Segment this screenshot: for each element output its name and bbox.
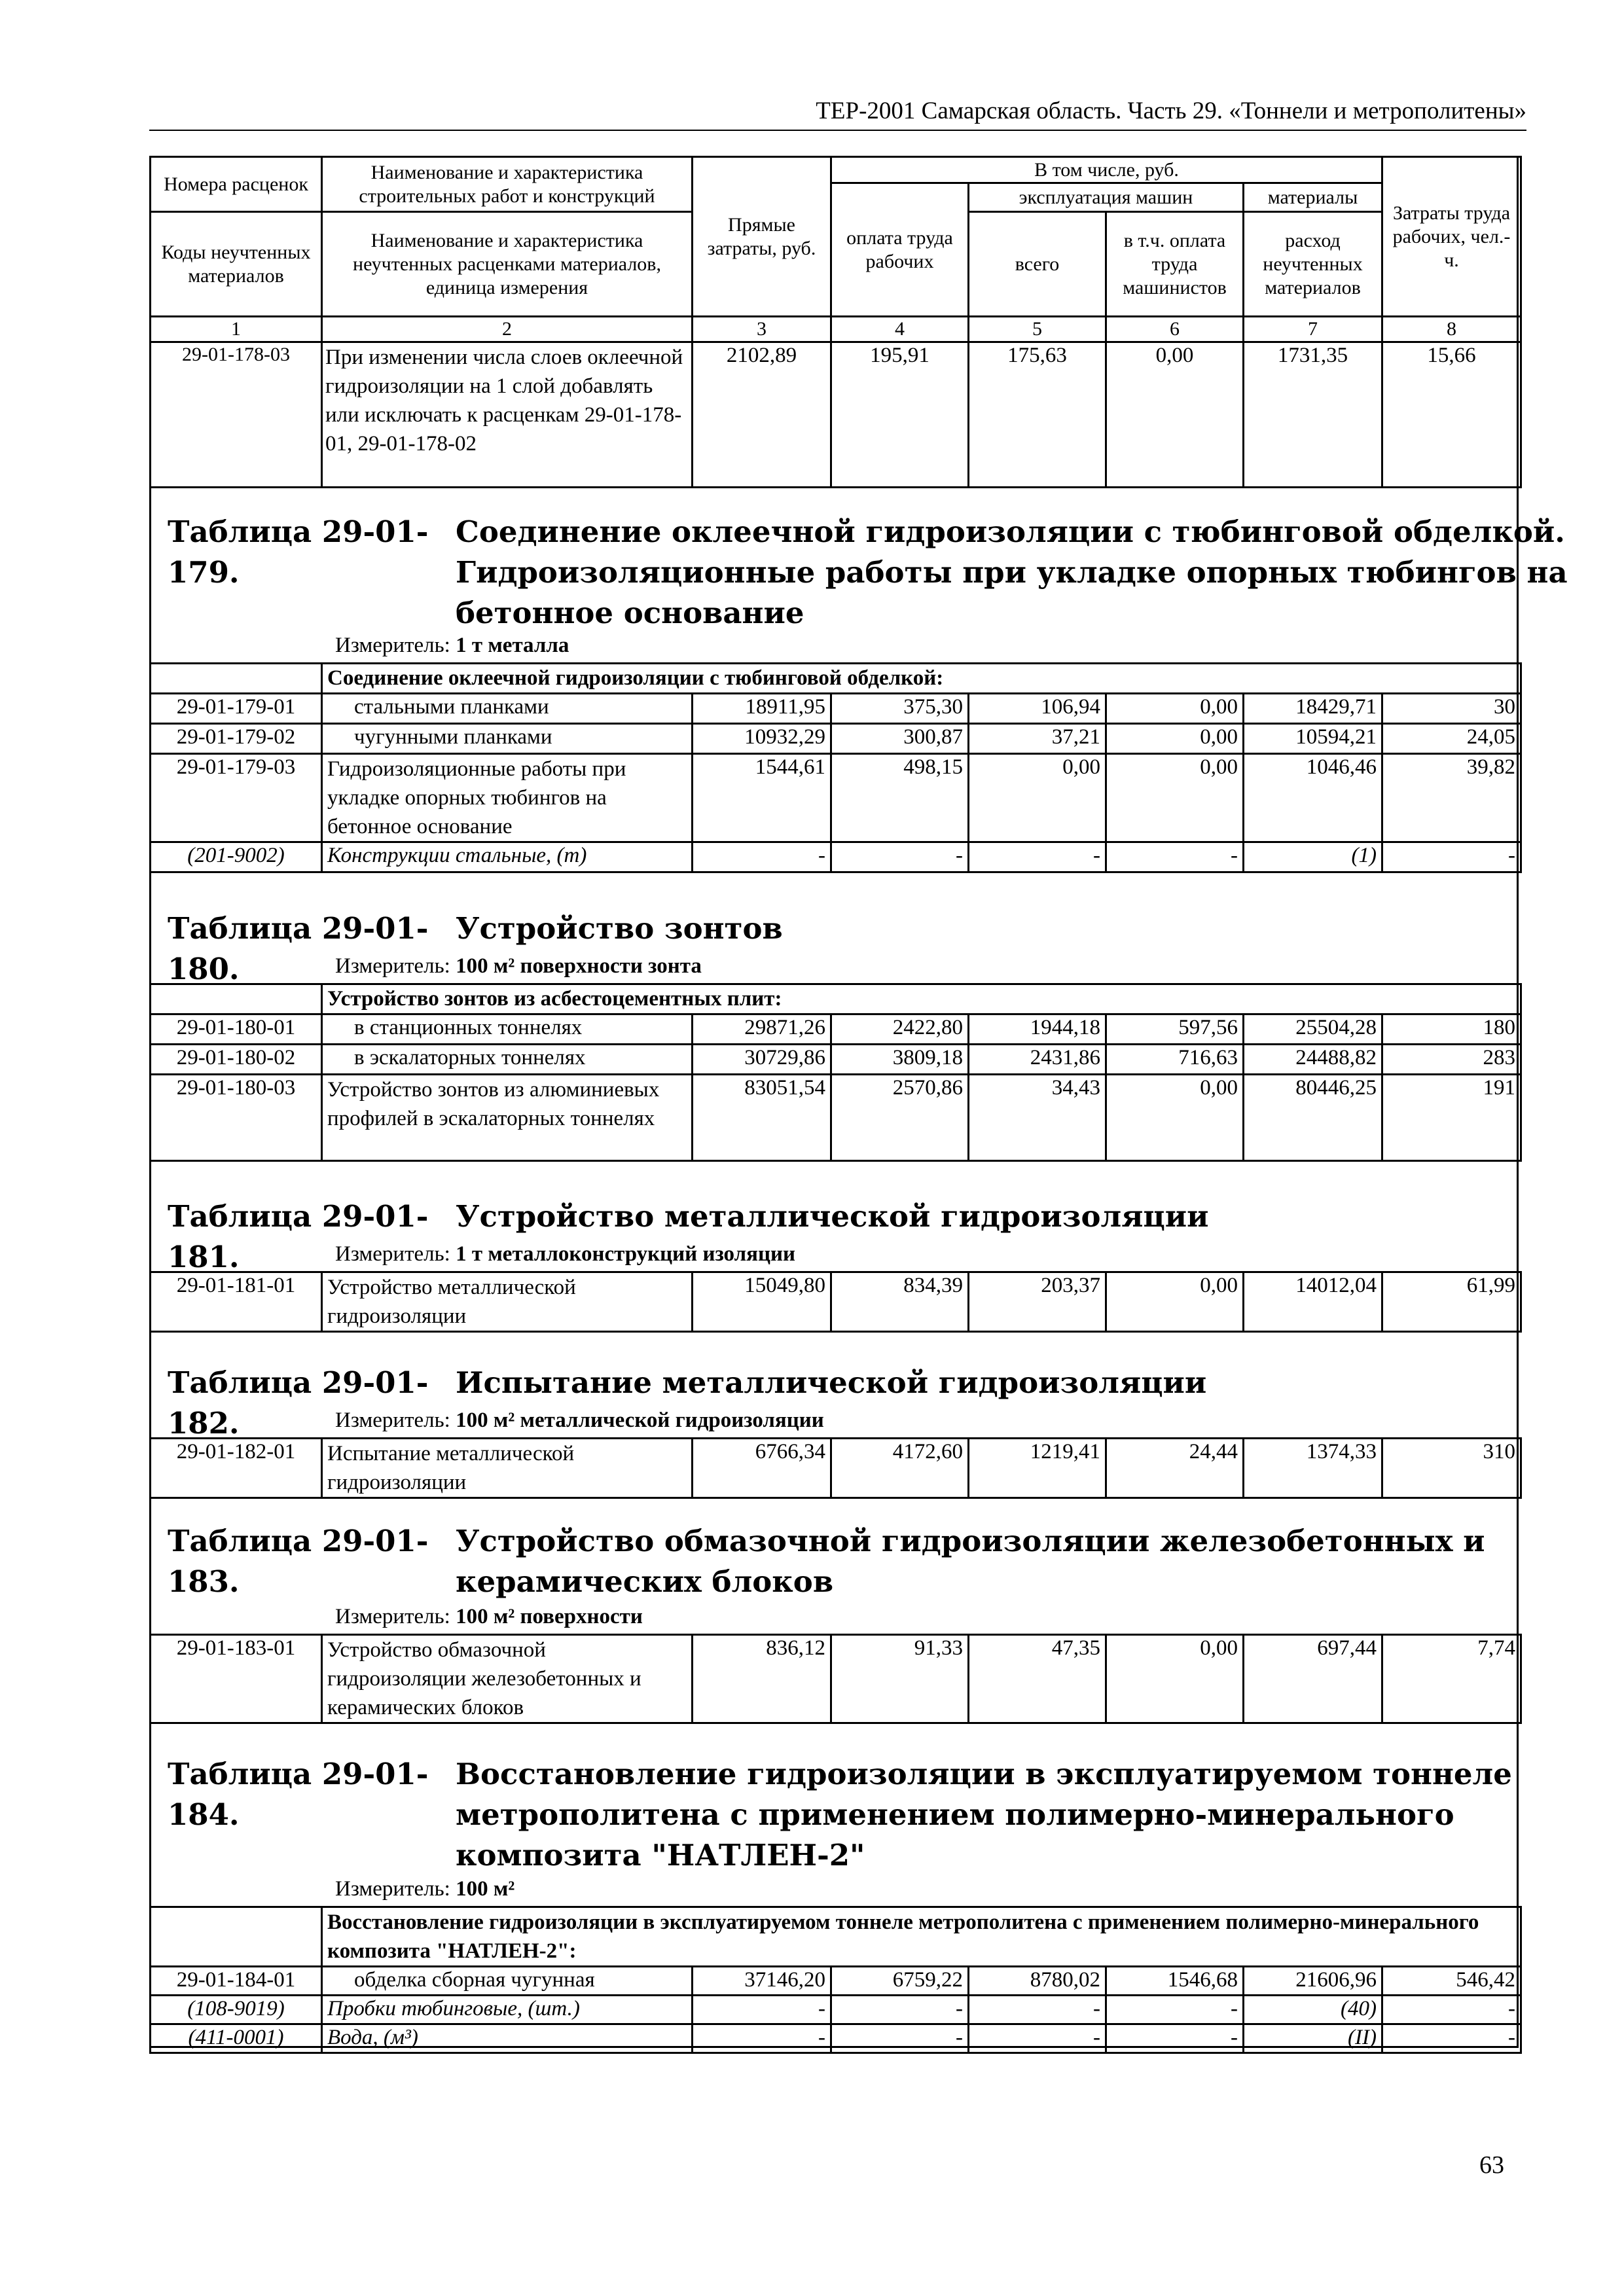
table-183-measure [335, 1605, 643, 1629]
material-code: (201-9002) [151, 842, 322, 872]
material-code: (108-9019) [151, 1996, 322, 2024]
row-value: 0,00 [969, 754, 1106, 842]
row-value: 37,21 [969, 724, 1106, 754]
table-heading: Устройство обмазочной гидроизоляции железобетонных и керамических блоков [456, 1524, 1485, 1599]
table-181 [149, 1271, 1522, 1333]
row-value: - [693, 1996, 831, 2024]
row-value: 597,56 [1106, 1014, 1244, 1045]
table-181-measure [335, 1242, 795, 1266]
column-header-table [149, 156, 1522, 488]
col-number: 7 [1244, 317, 1382, 342]
row-code: 29-01-183-01 [151, 1635, 322, 1723]
table-heading: Устройство металлической гидроизоляции [456, 1199, 1209, 1234]
table-179-title [168, 512, 1568, 630]
row-value: (1) [1244, 842, 1382, 872]
row-value: 1544,61 [693, 754, 831, 842]
row-code: 29-01-181-01 [151, 1272, 322, 1332]
row-value: 6766,34 [693, 1439, 831, 1498]
row-name: Устройство обмазочной гидроизоляции железобетонных и керамических блоков [322, 1635, 693, 1723]
col5-header: всего [969, 212, 1106, 317]
row-value: 1546,68 [1106, 1967, 1244, 1996]
row-name: При изменении числа слоев оклеечной гидроизоляции на 1 слой добавлять или исключать к расценкам 29-01-178-01, 29-01-178-02 [322, 342, 693, 488]
row-value: (II) [1244, 2024, 1382, 2053]
row-value: 3809,18 [831, 1045, 969, 1075]
row-value: 0,00 [1106, 1272, 1244, 1332]
table-184 [149, 1906, 1522, 2054]
table-heading: Устройство зонтов [456, 911, 783, 946]
table-heading: Испытание металлической гидроизоляции [456, 1365, 1207, 1400]
material-code: (411-0001) [151, 2024, 322, 2053]
row-value: 15049,80 [693, 1272, 831, 1332]
subhead: Соединение оклеечной гидроизоляции с тюбинговой обделкой: [322, 664, 1521, 694]
row-value: 195,91 [831, 342, 969, 488]
material-name: Вода, (м³) [322, 2024, 693, 2053]
blank-cell [151, 984, 322, 1014]
row-value: 2570,86 [831, 1075, 969, 1161]
row-value: 0,00 [1106, 724, 1244, 754]
row-value: 2431,86 [969, 1045, 1106, 1075]
row-value: 10932,29 [693, 724, 831, 754]
row-value: 716,63 [1106, 1045, 1244, 1075]
row-name: Устройство металлической гидроизоляции [322, 1272, 693, 1332]
row-value: 1944,18 [969, 1014, 1106, 1045]
group-header: В том числе, руб. [831, 157, 1382, 183]
col-number: 1 [151, 317, 322, 342]
row-name: чугунными планками [322, 724, 693, 754]
measure-label: Измеритель: [335, 1408, 450, 1432]
row-name: стальными планками [322, 694, 693, 724]
row-value: 1731,35 [1244, 342, 1382, 488]
row-value: 2422,80 [831, 1014, 969, 1045]
table-label: Таблица 29-01-180. [168, 911, 429, 986]
row-value: 1046,46 [1244, 754, 1382, 842]
row-value: 7,74 [1382, 1635, 1521, 1723]
row-name: в станционных тоннелях [322, 1014, 693, 1045]
row-code: 29-01-180-01 [151, 1014, 322, 1045]
measure-label: Измеритель: [335, 634, 450, 657]
row-value: 24,05 [1382, 724, 1521, 754]
row-value: - [1106, 1996, 1244, 2024]
row-value: - [831, 2024, 969, 2053]
row-value: - [969, 1996, 1106, 2024]
row-value: 18911,95 [693, 694, 831, 724]
running-header: ТЕР-2001 Самарская область. Часть 29. «Тоннели и метрополитены» [816, 98, 1526, 124]
table-184-measure [335, 1877, 514, 1901]
row-value: - [1382, 2024, 1521, 2053]
row-value: 34,43 [969, 1075, 1106, 1161]
table-label: Таблица 29-01-182. [168, 1365, 429, 1441]
col7-header: расход неучтенных материалов [1244, 212, 1382, 317]
row-value: 106,94 [969, 694, 1106, 724]
table-182 [149, 1437, 1522, 1499]
row-value: 0,00 [1106, 342, 1244, 488]
row-value: 15,66 [1382, 342, 1521, 488]
row-name: в эскалаторных тоннелях [322, 1045, 693, 1075]
row-value: 498,15 [831, 754, 969, 842]
material-name: Конструкции стальные, (т) [322, 842, 693, 872]
col-number: 4 [831, 317, 969, 342]
row-value: - [1382, 842, 1521, 872]
row-value: - [831, 842, 969, 872]
table-label: Таблица 29-01-184. [168, 1757, 429, 1832]
col1-top-header: Номера расценок [151, 157, 322, 212]
row-value: 836,12 [693, 1635, 831, 1723]
row-value: 25504,28 [1244, 1014, 1382, 1045]
row-code: 29-01-179-02 [151, 724, 322, 754]
row-value: 37146,20 [693, 1967, 831, 1996]
subhead: Устройство зонтов из асбестоцементных плит: [322, 984, 1521, 1014]
row-value: 834,39 [831, 1272, 969, 1332]
row-value: 14012,04 [1244, 1272, 1382, 1332]
page-number: 63 [1479, 2151, 1504, 2179]
table-label: Таблица 29-01-181. [168, 1199, 429, 1274]
col1-bottom-header: Коды неучтенных материалов [151, 212, 322, 317]
measure-value: 100 м² металлической гидроизоляции [456, 1408, 824, 1432]
row-code: 29-01-180-03 [151, 1075, 322, 1161]
col6-header: в т.ч. оплата труда машинистов [1106, 212, 1244, 317]
table-184-title [168, 1754, 1512, 1873]
table-183 [149, 1634, 1522, 1724]
row-code: 29-01-179-03 [151, 754, 322, 842]
col2-bottom-header: Наименование и характеристика неучтенных расценками материалов, единица измерения [322, 212, 693, 317]
row-value: 300,87 [831, 724, 969, 754]
row-name: Устройство зонтов из алюминиевых профилей в эскалаторных тоннелях [322, 1075, 693, 1161]
table-label: Таблица 29-01-183. [168, 1524, 429, 1599]
row-name: Испытание металлической гидроизоляции [322, 1439, 693, 1498]
row-value: 8780,02 [969, 1967, 1106, 1996]
row-value: 1219,41 [969, 1439, 1106, 1498]
row-value: 39,82 [1382, 754, 1521, 842]
measure-value: 1 т металла [456, 634, 569, 657]
row-value: 283 [1382, 1045, 1521, 1075]
measure-label: Измеритель: [335, 954, 450, 978]
row-value: 6759,22 [831, 1967, 969, 1996]
row-value: 18429,71 [1244, 694, 1382, 724]
row-value: - [693, 842, 831, 872]
material-name: Пробки тюбинговые, (шт.) [322, 1996, 693, 2024]
row-value: 0,00 [1106, 694, 1244, 724]
row-value: 2102,89 [693, 342, 831, 488]
measure-value: 1 т металлоконструкций изоляции [456, 1242, 796, 1266]
col-number: 2 [322, 317, 693, 342]
row-value: - [969, 2024, 1106, 2053]
row-name: Гидроизоляционные работы при укладке опорных тюбингов на бетонное основание [322, 754, 693, 842]
row-value: 191 [1382, 1075, 1521, 1161]
row-value: 0,00 [1106, 1635, 1244, 1723]
table-183-title [168, 1521, 1485, 1602]
measure-value: 100 м² [456, 1877, 515, 1901]
row-value: 10594,21 [1244, 724, 1382, 754]
row-value: - [1382, 1996, 1521, 2024]
row-value: 80446,25 [1244, 1075, 1382, 1161]
blank-cell [151, 1907, 322, 1967]
machines-header: эксплуатация машин [969, 183, 1244, 212]
row-value: 1374,33 [1244, 1439, 1382, 1498]
table-182-measure [335, 1408, 824, 1433]
col-number: 8 [1382, 317, 1521, 342]
col-number: 3 [693, 317, 831, 342]
row-value: 180 [1382, 1014, 1521, 1045]
measure-value: 100 м² поверхности [456, 1605, 643, 1628]
row-value: - [1106, 2024, 1244, 2053]
row-code: 29-01-182-01 [151, 1439, 322, 1498]
col3-header: Прямые затраты, руб. [693, 157, 831, 317]
measure-value: 100 м² поверхности зонта [456, 954, 702, 978]
row-value: 30729,86 [693, 1045, 831, 1075]
row-value: 83051,54 [693, 1075, 831, 1161]
col-number: 6 [1106, 317, 1244, 342]
row-value: 47,35 [969, 1635, 1106, 1723]
col2-top-header: Наименование и характеристика строительных работ и конструкций [322, 157, 693, 212]
row-value: 29871,26 [693, 1014, 831, 1045]
row-value: 4172,60 [831, 1439, 969, 1498]
row-value: 175,63 [969, 342, 1106, 488]
row-value: 0,00 [1106, 1075, 1244, 1161]
table-heading: Восстановление гидроизоляции в эксплуатируемом тоннеле метрополитена с применением полимерно-минерального композита "НАТЛЕН-2" [456, 1757, 1512, 1873]
row-code: 29-01-180-02 [151, 1045, 322, 1075]
row-value: (40) [1244, 1996, 1382, 2024]
col4-header: оплата труда рабочих [831, 183, 969, 317]
row-value: - [1106, 842, 1244, 872]
blank-cell [151, 664, 322, 694]
col-number: 5 [969, 317, 1106, 342]
row-code: 29-01-179-01 [151, 694, 322, 724]
table-180-measure [335, 954, 702, 978]
table-heading: Соединение оклеечной гидроизоляции с тюбинговой обделкой. Гидроизоляционные работы при укладке опорных тюбингов на бетонное основание [456, 514, 1568, 630]
row-value: 24488,82 [1244, 1045, 1382, 1075]
measure-label: Измеритель: [335, 1242, 450, 1266]
row-value: 697,44 [1244, 1635, 1382, 1723]
row-value: - [831, 1996, 969, 2024]
row-value: 0,00 [1106, 754, 1244, 842]
measure-label: Измеритель: [335, 1877, 450, 1901]
row-value: - [969, 842, 1106, 872]
header-rule [149, 130, 1526, 131]
row-name: обделка сборная чугунная [322, 1967, 693, 1996]
row-code: 29-01-178-03 [151, 342, 322, 488]
subhead: Восстановление гидроизоляции в эксплуатируемом тоннеле метрополитена с применением полимерно-минерального композита "НАТЛЕН-2": [322, 1907, 1521, 1967]
row-value: 310 [1382, 1439, 1521, 1498]
materials-header: материалы [1244, 183, 1382, 212]
row-value: 61,99 [1382, 1272, 1521, 1332]
row-code: 29-01-184-01 [151, 1967, 322, 1996]
row-value: 30 [1382, 694, 1521, 724]
table-label: Таблица 29-01-179. [168, 514, 429, 590]
row-value: 546,42 [1382, 1967, 1521, 1996]
table-180 [149, 983, 1522, 1162]
row-value: 91,33 [831, 1635, 969, 1723]
table-179-measure [335, 634, 569, 658]
row-value: 203,37 [969, 1272, 1106, 1332]
table-179 [149, 662, 1522, 873]
col8-header: Затраты труда рабочих, чел.-ч. [1382, 157, 1521, 317]
row-value: 24,44 [1106, 1439, 1244, 1498]
row-value: 21606,96 [1244, 1967, 1382, 1996]
row-value: - [693, 2024, 831, 2053]
measure-label: Измеритель: [335, 1605, 450, 1628]
row-value: 375,30 [831, 694, 969, 724]
